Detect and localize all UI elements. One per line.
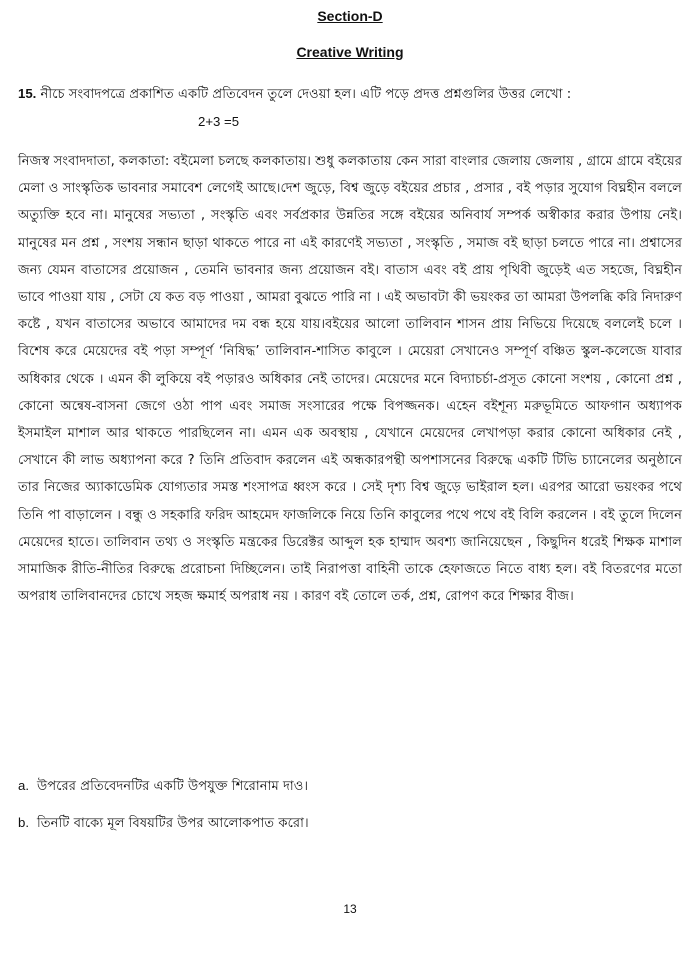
sub-question-text: উপরের প্রতিবেদনটির একটি উপযুক্ত শিরোনাম দাও।	[37, 779, 309, 794]
sub-question-a	[18, 775, 682, 798]
question-text: নীচে সংবাদপত্রে প্রকাশিত একটি প্রতিবেদন তুলে দেওয়া হল। এটি পড়ে প্রদত্ত প্রশ্নগুলির উত্তর লেখো :	[40, 87, 572, 102]
section-subtitle: Creative Writing	[296, 44, 404, 60]
question-marks: 2+3 =5	[198, 114, 240, 129]
sub-question-b	[18, 812, 682, 835]
sub-question-label: a.	[18, 778, 29, 793]
section-title: Section-D	[317, 8, 383, 24]
news-report-passage: নিজস্ব সংবাদদাতা, কলকাতা: বইমেলা চলছে কলকাতায়। শুধু কলকাতায় কেন সারা বাংলার জেলায় জেলায় , গ্রামে গ্রামে বইয়ের মেলা ও সাংস্কৃতিক ভাবনার সমাবেশ লেগেই আছে।দেশ জুড়ে, বিশ্ব জুড়ে বইয়ের প্রচার , প্রসার , বই পড়ার সুযোগ বিঘ্নহীন বললে অত্যুক্তি হবে না। মানুষের সভ্যতা , সংস্কৃতি এবং সর্বপ্রকার উন্নতির সঙ্গে বইয়ের অনিবার্য সম্পর্ক অস্বীকার করার উপায় নেই। মানুষের মন প্রশ্ন , সংশয় সন্ধান ছাড়া থাকতে পারে না এই কারণেই সভ্যতা , সংস্কৃতি , সমাজ বই ছাড়া চলতে পারে না। প্রশ্বাসের জন্য যেমন বাতাসের প্রয়োজন , তেমনি ভাবনার জন্য প্রয়োজন বই। বাতাস এবং বই প্রায় পৃথিবী জুড়েই এত সহজে, বিঘ্নহীন ভাবে পাওয়া যায় , সেটা যে কত বড় পাওয়া , আমরা বুঝতে পারি না । এই অভাবটা কী ভয়ংকর তা আমরা উপলব্ধি করি নিদারুণ কষ্টে , যখন বাতাসের অভাবে আমাদের দম বন্ধ হয়ে যায়।বইয়ের আলো তালিবান শাসন প্রায় নিভিয়ে দিয়েছে বললেই চলে । বিশেষ করে মেয়েদের বই পড়া সম্পূর্ণ ‘নিষিদ্ধ’ তালিবান-শাসিত কাবুলে । মেয়েরা সেখানেও সম্পূর্ণ বঞ্চিত স্কুল-কলেজে যাবার অধিকার থেকে । এমন কী লুকিয়ে বই পড়ারও অধিকার নেই তাদের। মেয়েদের মনে বিদ্যাচর্চা-প্রসূত কোনো সংশয় , কোনো প্রশ্ন , কোনো অন্বেষ-বাসনা জেগে ওঠা পাপ এবং সমাজ সংসারের পক্ষে বিপজ্জনক। এহেন বইশূন্য মরুভূমিতে আফগান অধ্যাপক ইসমাইল মাশাল আর থাকতে পারছিলেন না। এমন এক অবস্থায় , যেখানে মেয়েদের লেখাপড়া করার কোনো অধিকার নেই , সেখানে কী লাভ অধ্যাপনা করে ? তিনি প্রতিবাদ করলেন এই অন্ধকারপন্থী অপশাসনের বিরুদ্ধে একটি টিভি চ্যানেলের অনুষ্ঠানে তার নিজের অ্যাকাডেমিক যোগ্যতার সমস্ত শংসাপত্র ধ্বংস করে । সেই দৃশ্য বিশ্ব জুড়ে ভাইরাল হল। এরপর আরো ভয়ংকর পথে তিনি পা বাড়ালেন । বন্ধু ও সহকারি ফরিদ আহমেদ ফাজলিকে নিয়ে তিনি কাবুলের পথে পথে বই বিলি করলেন । বই তুলে দিলেন মেয়েদের হাতে। তালিবান তথ্য ও সংস্কৃতি মন্ত্রকের ডিরেক্টর আব্দুল হক হাম্মাদ অবশ্য জানিয়েছেন , কিছুদিন ধরেই শিক্ষক মাশাল সামাজিক রীতি-নীতির বিরুদ্ধে প্ররোচনা দিচ্ছিলেন। তাই নিরাপত্তা বাহিনী তাকে হেফাজতে নিতে বাধ্য হল। বই বিতরণের মতো অপরাধ তালিবানদের চোখে সহজ ক্ষমার্হ অপরাধ নয় । কারণ বই তোলে তর্ক, প্রশ্ন, রোপণ করে শিক্ষার বীজ।	[18, 154, 683, 605]
page-number: 13	[343, 902, 357, 916]
sub-question-text: তিনটি বাক্যে মূল বিষয়টির উপর আলোকপাত করো।	[37, 816, 309, 831]
sub-question-label: b.	[18, 815, 29, 830]
question-number: 15.	[18, 86, 37, 101]
question-15	[18, 80, 682, 136]
